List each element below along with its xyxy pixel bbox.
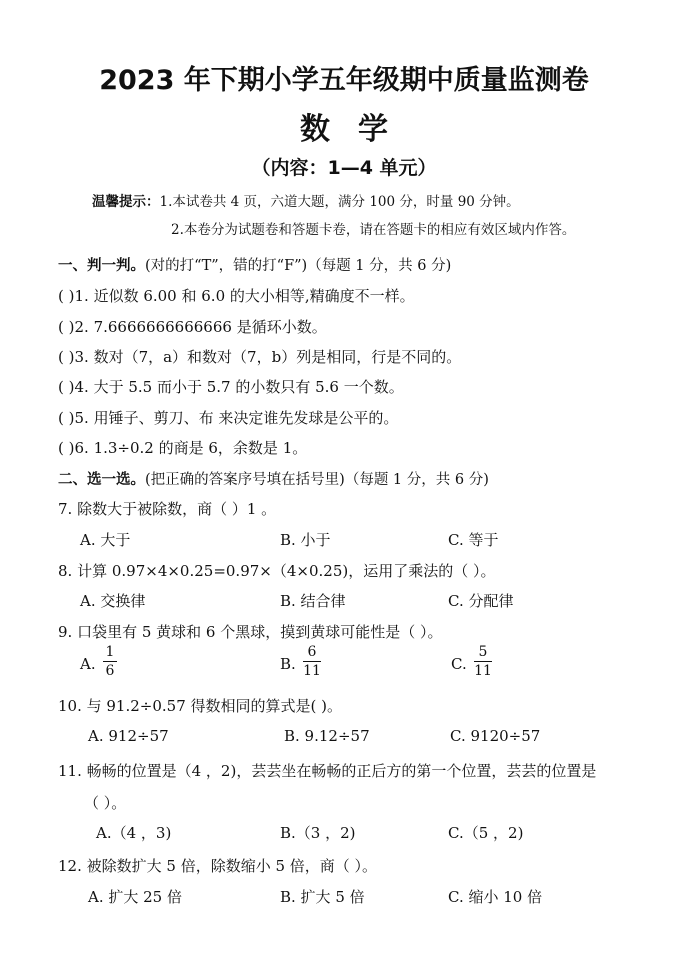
question-9-option-a-label: A. xyxy=(80,655,96,673)
judge-item-3 xyxy=(58,346,461,367)
fraction-denominator: 11 xyxy=(303,663,321,679)
judge-text: 5. 用锤子、剪刀、布 来决定谁先发球是公平的。 xyxy=(74,409,399,427)
tips-line-2: 2.本卷分为试题卷和答题卡卷，请在答题卡的相应有效区域内作答。 xyxy=(171,222,576,238)
section-2-title: 二、选一选。 xyxy=(58,471,145,488)
question-12-option-a: A. 扩大 25 倍 xyxy=(88,888,182,906)
question-10-stem: 10. 与 91.2÷0.57 得数相同的算式是( )。 xyxy=(58,697,342,715)
judge-text: 3. 数对（7，a）和数对（7，b）列是相同，行是不同的。 xyxy=(74,348,462,366)
fraction-bar xyxy=(303,661,321,662)
question-11-option-a: A.（4 ，3) xyxy=(96,824,172,842)
question-7-option-c: C. 等于 xyxy=(448,531,499,549)
section-1-note: (对的打“T”，错的打“F”)（每题 1 分，共 6 分) xyxy=(145,258,452,274)
fraction-numerator: 1 xyxy=(105,644,115,660)
tips-text-1: 1.本试卷共 4 页，六道大题，满分 100 分，时量 90 分钟。 xyxy=(159,194,520,210)
answer-paren: ( ) xyxy=(58,348,75,366)
question-9-option-c-label: C. xyxy=(451,655,467,673)
subject-title: 数学 xyxy=(300,112,416,147)
question-10-option-c: C. 9120÷57 xyxy=(450,727,541,745)
judge-item-5 xyxy=(58,407,398,428)
answer-paren: ( ) xyxy=(58,287,75,305)
section-2-note: (把正确的答案序号填在括号里)（每题 1 分，共 6 分) xyxy=(145,472,489,488)
exam-title: 2023 年下期小学五年级期中质量监测卷 xyxy=(99,65,589,96)
answer-paren: ( ) xyxy=(58,409,75,427)
tips-label: 温馨提示： xyxy=(92,194,160,210)
question-8-option-c: C. 分配律 xyxy=(448,592,514,610)
question-12-stem: 12. 被除数扩大 5 倍，除数缩小 5 倍，商（ ）。 xyxy=(58,857,378,875)
judge-text: 6. 1.3÷0.2 的商是 6，余数是 1。 xyxy=(74,439,308,457)
fraction-denominator: 6 xyxy=(105,663,115,679)
fraction-numerator: 6 xyxy=(307,644,317,660)
fraction-bar xyxy=(103,661,117,662)
judge-item-4 xyxy=(58,376,404,397)
judge-item-1 xyxy=(58,285,415,306)
question-12-option-b: B. 扩大 5 倍 xyxy=(280,888,365,906)
question-10-option-a: A. 912÷57 xyxy=(88,727,169,745)
fraction-bar xyxy=(474,661,492,662)
question-8-option-b: B. 结合律 xyxy=(280,592,346,610)
question-10-option-b: B. 9.12÷57 xyxy=(284,727,370,745)
question-7-option-b: B. 小于 xyxy=(280,531,331,549)
question-11-stem: 11. 畅畅的位置是（4 ，2)，芸芸坐在畅畅的正后方的第一个位置，芸芸的位置是 xyxy=(58,762,597,780)
judge-text: 1. 近似数 6.00 和 6.0 的大小相等,精确度不一样。 xyxy=(74,287,415,305)
answer-paren: ( ) xyxy=(58,439,75,457)
question-11-stem-continued: （ ）。 xyxy=(84,794,127,812)
question-9-option-c-fraction xyxy=(474,644,492,679)
content-scope: （内容：1—4 单元） xyxy=(251,157,437,179)
question-8-option-a: A. 交换律 xyxy=(80,592,146,610)
answer-paren: ( ) xyxy=(58,318,75,336)
question-9-stem: 9. 口袋里有 5 黄球和 6 个黑球，摸到黄球可能性是（ ）。 xyxy=(58,623,443,641)
fraction-numerator: 5 xyxy=(478,644,488,660)
question-9-option-b-fraction xyxy=(303,644,321,679)
question-12-option-c: C. 缩小 10 倍 xyxy=(448,888,543,906)
section-1-heading xyxy=(58,254,451,275)
question-9-option-a-fraction xyxy=(103,644,117,679)
tips-line-1 xyxy=(92,190,520,210)
judge-item-6 xyxy=(58,437,307,458)
question-11-option-b: B.（3 ，2) xyxy=(280,824,356,842)
question-7-stem: 7. 除数大于被除数，商（ ）1 。 xyxy=(58,500,277,518)
question-8-stem: 8. 计算 0.97×4×0.25=0.97×（4×0.25)，运用了乘法的（ ）。 xyxy=(58,562,496,580)
section-1-title: 一、判一判。 xyxy=(58,257,145,274)
fraction-denominator: 11 xyxy=(474,663,492,679)
judge-text: 4. 大于 5.5 而小于 5.7 的小数只有 5.6 一个数。 xyxy=(74,378,404,396)
section-2-heading xyxy=(58,468,489,489)
judge-item-2 xyxy=(58,316,327,337)
answer-paren: ( ) xyxy=(58,378,75,396)
question-7-option-a: A. 大于 xyxy=(80,531,131,549)
question-11-option-c: C.（5 ，2) xyxy=(448,824,524,842)
question-9-option-b-label: B. xyxy=(280,655,296,673)
judge-text: 2. 7.6666666666666 是循环小数。 xyxy=(74,318,327,336)
